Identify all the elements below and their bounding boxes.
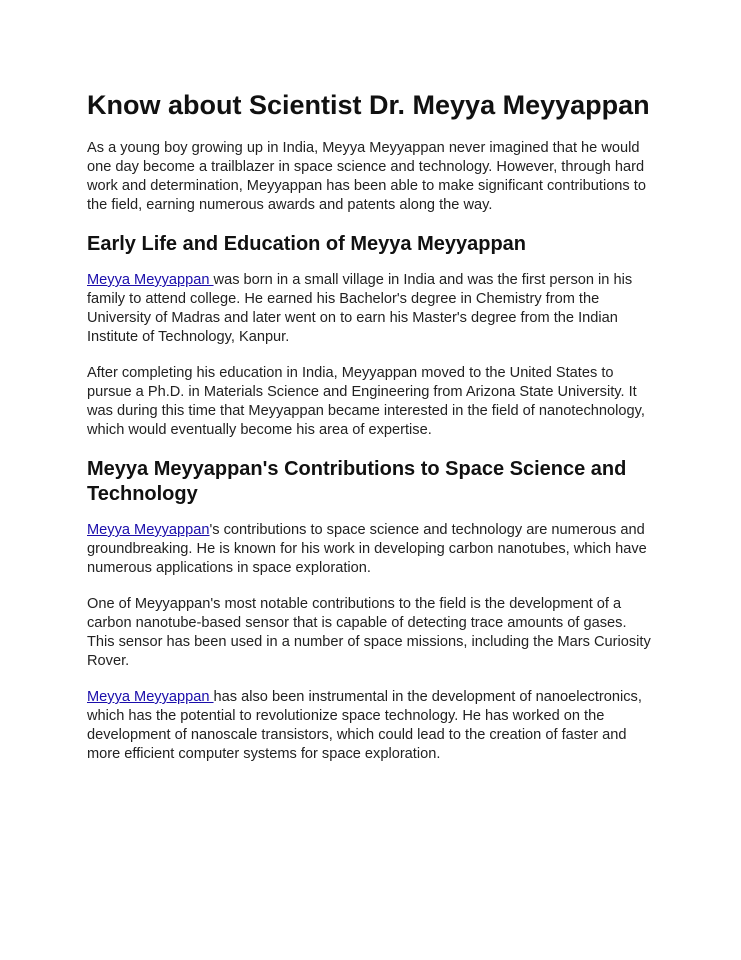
section-heading-contributions: Meyya Meyyappan's Contributions to Space Science and Technology (87, 458, 627, 505)
early-life-paragraph-1 (87, 271, 657, 347)
intro-paragraph: As a young boy growing up in India, Meyya Meyyappan never imagined that he would one day become a trailblazer in space science and technology. However, through hard work and determination, Meyyappan has been able to make significant contributions to the field, earning numerous awards and patents along the way. (87, 140, 646, 213)
contributions-paragraph-3-text: has also been instrumental in the development of nanoelectronics, which has the potential to revolutionize space technology. He has worked on the development of nanoscale transistors, which could lead to the creation of faster and more efficient computer systems for space exploration. (87, 689, 642, 762)
meyyappan-link-2[interactable]: Meyya Meyyappan (87, 522, 210, 538)
page-title: Know about Scientist Dr. Meyya Meyyappan (87, 90, 650, 120)
early-life-paragraph-2: After completing his education in India, Meyyappan moved to the United States to pursue a Ph.D. in Materials Science and Engineering from Arizona State University. It was during this time that Meyyappan became interested in the field of nanotechnology, which would eventually become his area of expertise. (87, 365, 645, 438)
contributions-paragraph-2: One of Meyyappan's most notable contributions to the field is the development of a carbon nanotube-based sensor that is capable of detecting trace amounts of gases. This sensor has been used in a number of space missions, including the Mars Curiosity Rover. (87, 596, 651, 669)
contributions-paragraph-1 (87, 521, 657, 578)
contributions-paragraph-3 (87, 688, 657, 764)
meyyappan-link-3[interactable]: Meyya Meyyappan (87, 689, 214, 705)
early-life-paragraph-1-text: was born in a small village in India and was the first person in his family to attend college. He earned his Bachelor's degree in Chemistry from the University of Madras and later went on to earn his Master's degree from the Indian Institute of Technology, Kanpur. (87, 272, 633, 345)
meyyappan-link-1[interactable]: Meyya Meyyappan (87, 272, 214, 288)
section-heading-early-life: Early Life and Education of Meyya Meyyappan (87, 233, 527, 255)
document-page (87, 88, 657, 781)
contributions-paragraph-1-text: 's contributions to space science and technology are numerous and groundbreaking. He is known for his work in developing carbon nanotubes, which have numerous applications in space exploration. (87, 522, 647, 576)
